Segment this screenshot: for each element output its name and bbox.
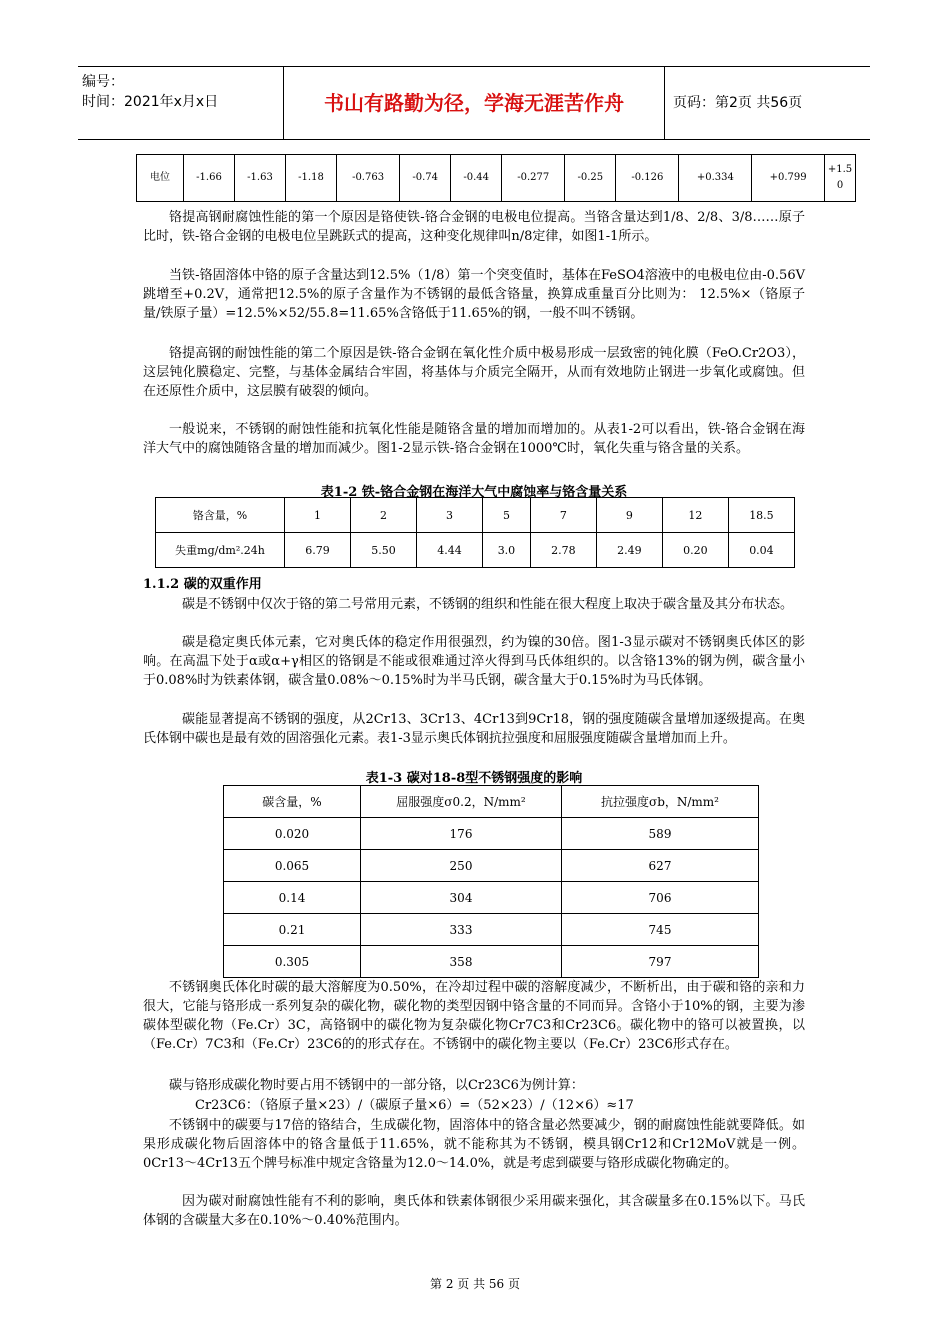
paragraph: 当铁-铬固溶体中铬的原子含量达到12.5%（1/8）第一个突变值时，基体在FeSO4溶液中的电极电位由-0.56V跳增至+0.2V，通常把12.5%的原子含量作为不锈钢的最低含铬量，换算成重量百分比则为： 12.5%×（铬原子量/铁原子量）=12.5%×52/55.8=11.65%含铬低于11.65%的钢，一般不叫不锈钢。	[143, 268, 805, 321]
table-cell: -0.25	[565, 155, 616, 202]
table-cell: 1	[285, 498, 351, 533]
table-cell: 304	[361, 882, 562, 914]
table-row	[156, 533, 795, 568]
table-row	[224, 882, 759, 914]
table-cell: +1.50	[825, 155, 856, 202]
corrosion-table	[155, 497, 795, 568]
table-cell: 589	[562, 818, 759, 850]
paragraph: 碳是稳定奥氏体元素，它对奥氏体的稳定作用很强烈，约为镍的30倍。图1-3显示碳对不锈钢奥氏体区的影响。在高温下处于α或α+γ相区的铬钢是不能或很难通过淬火得到马氏体组织的。以含铬13%的钢为例，碳含量小于0.08%时为铁素体钢，碳含量0.08%～0.15%时为半马氏钢，碳含量大于0.15%时为马氏体钢。	[143, 635, 805, 688]
table-row	[224, 946, 759, 978]
table-cell: 176	[361, 818, 562, 850]
table-cell: 3	[417, 498, 483, 533]
page-header	[78, 66, 870, 140]
table-cell: 2	[351, 498, 417, 533]
table-cell: 5.50	[351, 533, 417, 568]
paragraph: 不锈钢奥氏体化时碳的最大溶解度为0.50%，在冷却过程中碳的溶解度减少，不断析出，由于碳和铬的亲和力很大，它能与铬形成一系列复杂的碳化物，碳化物的类型因钢中铬含量的不同而异。含铬小于10%的钢，主要为渗碳体型碳化物（Fe.Cr）3C，高铬钢中的碳化物为复杂碳化物Cr7C3和Cr23C6。碳化物中的铬可以被置换，以（Fe.Cr）7C3和（Fe.Cr）23C6的的形式存在。不锈钢中的碳化物主要以（Fe.Cr）23C6形式存在。	[143, 980, 805, 1052]
table-row	[137, 155, 856, 202]
table-cell: +0.334	[679, 155, 752, 202]
table-row	[224, 914, 759, 946]
table-cell: 0.065	[224, 850, 361, 882]
table-cell: 失重mg/dm².24h	[156, 533, 285, 568]
section-title: 1.1.2 碳的双重作用	[143, 577, 262, 592]
table-cell: -0.44	[451, 155, 502, 202]
header-slogan: 书山有路勤为径，学海无涯苦作舟	[284, 67, 665, 139]
table-caption: 表1-3 碳对18-8型不锈钢强度的影响	[365, 771, 583, 786]
table-header-cell: 抗拉强度σb，N/mm²	[562, 786, 759, 818]
table-cell: -0.763	[337, 155, 400, 202]
potential-table	[136, 154, 856, 202]
table-cell: 0.21	[224, 914, 361, 946]
table-header-cell: 屈服强度σ0.2，N/mm²	[361, 786, 562, 818]
table-cell: 铬含量，%	[156, 498, 285, 533]
table-cell: -1.63	[235, 155, 286, 202]
header-page-label: 页码：第2页 共56页	[673, 95, 803, 111]
table-header-row	[224, 786, 759, 818]
table-cell: 627	[562, 850, 759, 882]
table-cell: 745	[562, 914, 759, 946]
table-cell: +0.799	[752, 155, 825, 202]
paragraph: 碳能显著提高不锈钢的强度，从2Cr13、3Cr13、4Cr13到9Cr18，钢的强度随碳含量增加逐级提高。在奥氏体钢中碳也是最有效的固溶强化元素。表1-3显示奥氏体钢抗拉强度和屈服强度随碳含量增加而上升。	[143, 712, 805, 746]
carbon-strength-table	[223, 785, 759, 978]
table-cell: 0.04	[728, 533, 794, 568]
table-cell: -1.66	[184, 155, 235, 202]
table-cell: 18.5	[728, 498, 794, 533]
table-cell: 3.0	[483, 533, 531, 568]
date-label: 时间：2021年x月x日	[82, 94, 219, 110]
table-header-cell: 碳含量，%	[224, 786, 361, 818]
page-footer: 第 2 页 共 56 页	[430, 1277, 520, 1291]
table-cell: 797	[562, 946, 759, 978]
table-cell: -0.277	[502, 155, 565, 202]
table-cell: 706	[562, 882, 759, 914]
formula: Cr23C6：（铬原子量×23）/（碳原子量×6）=（52×23）/（12×6）≈17	[195, 1098, 634, 1113]
doc-number-label: 编号：	[82, 74, 124, 90]
table-cell: 7	[530, 498, 596, 533]
header-info	[78, 67, 284, 139]
table-cell: 333	[361, 914, 562, 946]
table-cell: 9	[596, 498, 662, 533]
table-cell: -0.74	[400, 155, 451, 202]
table-cell: -0.126	[616, 155, 679, 202]
paragraph: 铬提高钢耐腐蚀性能的第一个原因是铬使铁-铬合金钢的电极电位提高。当铬含量达到1/8、2/8、3/8……原子比时，铁-铬合金钢的电极电位呈跳跃式的提高，这种变化规律叫n/8定律，如图1-1所示。	[143, 210, 805, 244]
table-row	[224, 818, 759, 850]
table-cell: 358	[361, 946, 562, 978]
paragraph: 因为碳对耐腐蚀性能有不利的影响，奥氏体和铁素体钢很少采用碳来强化，其含碳量多在0.15%以下。马氏体钢的含碳量大多在0.10%～0.40%范围内。	[143, 1194, 805, 1228]
table-cell: 250	[361, 850, 562, 882]
paragraph: 铬提高钢的耐蚀性能的第二个原因是铁-铬合金钢在氧化性介质中极易形成一层致密的钝化膜（FeO.Cr2O3），这层钝化膜稳定、完整，与基体金属结合牢固，将基体与介质完全隔开，从而有效地防止钢进一步氧化或腐蚀。但在还原性介质中，这层膜有破裂的倾向。	[143, 346, 805, 399]
table-cell: 0.14	[224, 882, 361, 914]
paragraph: 碳与铬形成碳化物时要占用不锈钢中的一部分铬，以Cr23C6为例计算：	[169, 1078, 584, 1093]
table-cell: -1.18	[286, 155, 337, 202]
table-cell: 2.78	[530, 533, 596, 568]
table-cell: 12	[662, 498, 728, 533]
table-cell: 0.305	[224, 946, 361, 978]
table-cell: 4.44	[417, 533, 483, 568]
table-cell: 0.20	[662, 533, 728, 568]
table-cell: 6.79	[285, 533, 351, 568]
table-row	[224, 850, 759, 882]
table-caption: 表1-2 铁-铬合金钢在海洋大气中腐蚀率与铬含量关系	[320, 485, 628, 500]
table-cell: 5	[483, 498, 531, 533]
table-row	[156, 498, 795, 533]
paragraph: 碳是不锈钢中仅次于铬的第二号常用元素，不锈钢的组织和性能在很大程度上取决于碳含量及其分布状态。	[182, 597, 794, 612]
table-cell: 电位	[137, 155, 184, 202]
table-cell: 0.020	[224, 818, 361, 850]
paragraph: 一般说来，不锈钢的耐蚀性能和抗氧化性能是随铬含量的增加而增加的。从表1-2可以看出，铁-铬合金钢在海洋大气中的腐蚀随铬含量的增加而减少。图1-2显示铁-铬合金钢在1000℃时，氧化失重与铬含量的关系。	[143, 422, 805, 456]
paragraph: 不锈钢中的碳要与17倍的铬结合，生成碳化物，固溶体中的铬含量必然要减少，钢的耐腐蚀性能就要降低。如果形成碳化物后固溶体中的铬含量低于11.65%，就不能称其为不锈钢，模具钢Cr12和Cr12MoV就是一例。0Cr13～4Cr13五个牌号标准中规定含铬量为12.0～14.0%，就是考虑到碳要与铬形成碳化物确定的。	[143, 1118, 805, 1171]
table-cell: 2.49	[596, 533, 662, 568]
